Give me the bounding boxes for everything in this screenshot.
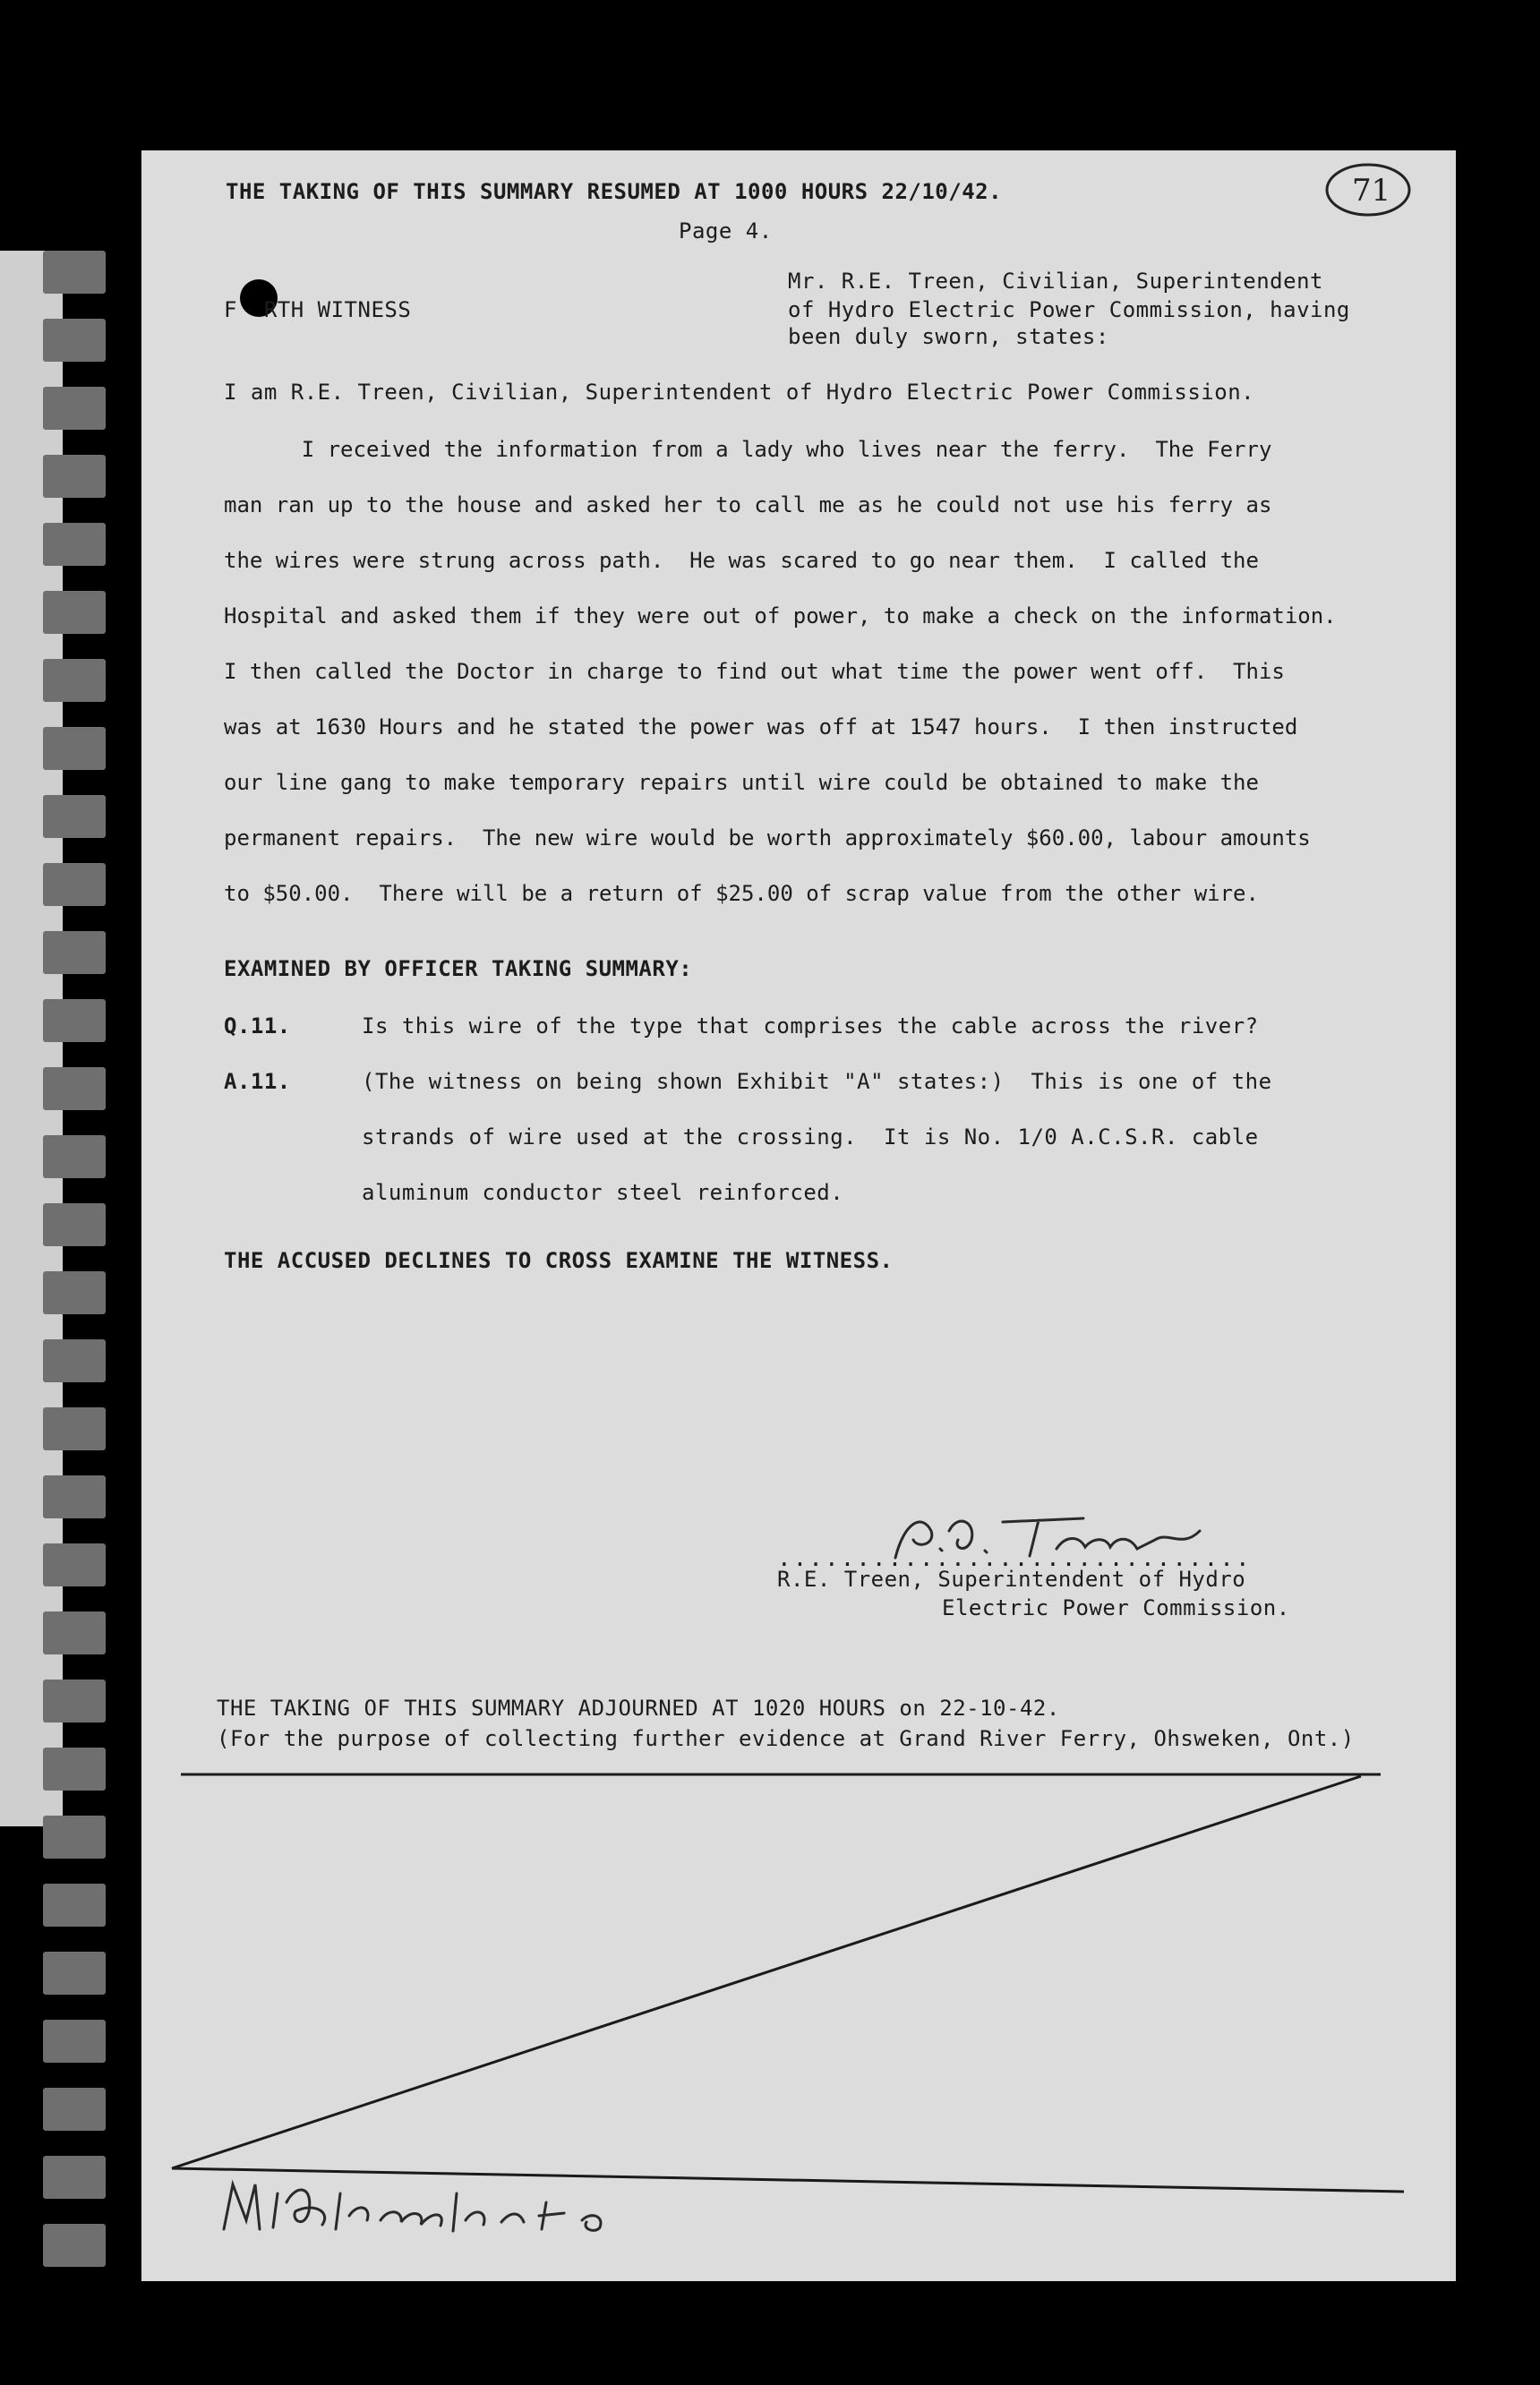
sprocket-hole [43,999,106,1042]
sprocket-hole [43,523,106,566]
sprocket-hole [43,1067,106,1110]
statement-line: Hospital and asked them if they were out of power, to make a check on the information. [224,603,1337,628]
sprocket-hole [43,2088,106,2131]
sprocket-hole [43,1884,106,1927]
sprocket-hole [43,1952,106,1995]
question-number: Q.11. [224,1013,291,1039]
examination-heading: EXAMINED BY OFFICER TAKING SUMMARY: [224,956,693,981]
sprocket-hole [43,1680,106,1722]
sprocket-hole [43,591,106,634]
signatory-name: R.E. Treen, Superintendent of Hydro [777,1567,1246,1592]
film-sprocket-strip [43,251,106,2310]
sprocket-hole [43,795,106,838]
signature-dotted-line: .............................. [777,1545,1252,1572]
statement-line: the wires were strung across path. He was scared to go near them. I called the [224,548,1259,573]
sprocket-hole [43,1543,106,1586]
page-number: Page 4. [679,218,773,244]
sprocket-hole [43,1271,106,1314]
question-text: Is this wire of the type that comprises the cable across the river? [362,1013,1259,1039]
handwritten-initials [206,2167,636,2247]
statement-line: I then called the Doctor in charge to find out what time the power went off. This [224,659,1285,684]
answer-number: A.11. [224,1069,291,1094]
cancellation-z-lines [141,1737,1456,2202]
witness-intro-line2: of Hydro Electric Power Commission, having [788,297,1350,322]
statement-line: was at 1630 Hours and he stated the power was off at 1547 hours. I then instructed [224,714,1298,739]
sprocket-hole [43,2224,106,2267]
sprocket-hole [43,251,106,294]
statement-line: our line gang to make temporary repairs until wire could be obtained to make the [224,770,1259,795]
statement-line: man ran up to the house and asked her to call me as he could not use his ferry as [224,492,1272,517]
adjourned-purpose: (For the purpose of collecting further evidence at Grand River Ferry, Ohsweken, Ont.) [217,1726,1355,1751]
sprocket-hole [43,2156,106,2199]
statement-line: permanent repairs. The new wire would be worth approximately $60.00, labour amounts [224,825,1311,851]
answer-line1: (The witness on being shown Exhibit "A" states:) This is one of the [362,1069,1272,1094]
sprocket-hole [43,1407,106,1450]
witness-label: F RTH WITNESS [224,297,412,322]
answer-line3: aluminum conductor steel reinforced. [362,1180,844,1205]
witness-intro-line1: Mr. R.E. Treen, Civilian, Superintendent [788,269,1323,294]
sprocket-hole [43,455,106,498]
sprocket-hole [43,863,106,906]
statement-line: to $50.00. There will be a return of $25.00 of scrap value from the other wire. [224,881,1259,906]
witness-identity: I am R.E. Treen, Civilian, Superintendent of Hydro Electric Power Commission. [224,380,1255,405]
sprocket-hole [43,319,106,362]
page-number-circle-mark [1323,161,1413,218]
adjourned-statement: THE TAKING OF THIS SUMMARY ADJOURNED AT 1020 HOURS on 22-10-42. [217,1696,1060,1721]
sprocket-hole [43,387,106,430]
sprocket-hole [43,2020,106,2063]
sprocket-hole [43,931,106,974]
statement-line: I received the information from a lady who lives near the ferry. The Ferry [224,437,1272,462]
sprocket-hole [43,659,106,702]
sprocket-hole [43,1816,106,1859]
witness-intro-line3: been duly sworn, states: [788,324,1109,349]
sprocket-hole [43,1611,106,1654]
sprocket-hole [43,1339,106,1382]
resumed-heading: THE TAKING OF THIS SUMMARY RESUMED AT 1000 HOURS 22/10/42. [226,179,1003,204]
signatory-title: Electric Power Commission. [942,1595,1290,1620]
sprocket-hole [43,1203,106,1246]
accused-declines: THE ACCUSED DECLINES TO CROSS EXAMINE THE WITNESS. [224,1248,894,1273]
answer-line2: strands of wire used at the crossing. It is No. 1/0 A.C.S.R. cable [362,1124,1259,1150]
sprocket-hole [43,727,106,770]
corner-mark-text: 71 [1352,173,1391,209]
sprocket-hole [43,1748,106,1791]
sprocket-hole [43,1475,106,1518]
sprocket-hole [43,1135,106,1178]
